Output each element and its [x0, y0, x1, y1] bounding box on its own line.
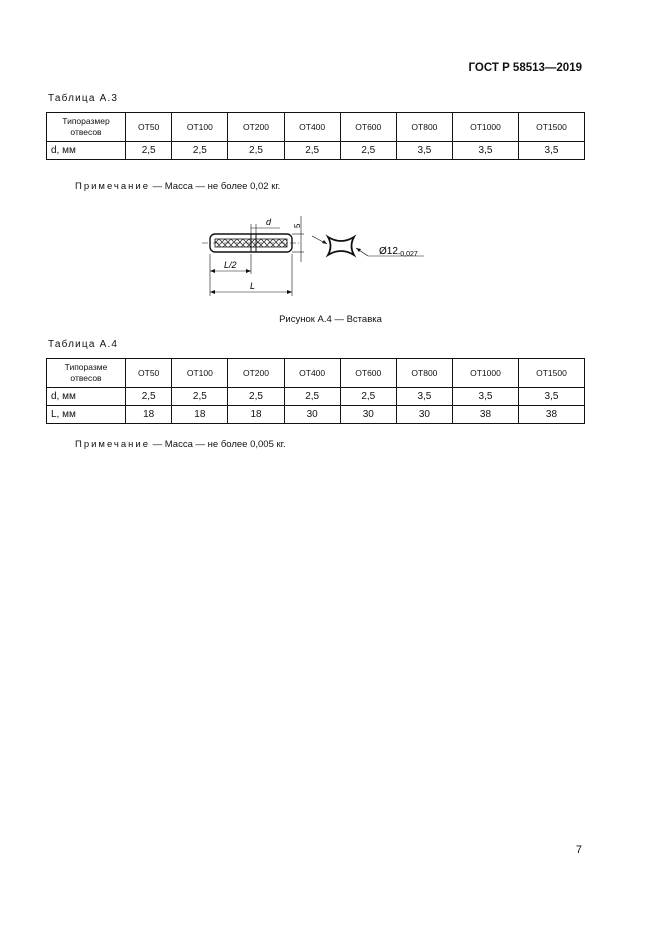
- diameter-value: 12: [386, 246, 398, 257]
- label-half-length: L/2: [224, 260, 237, 270]
- insert-drawing: [198, 212, 438, 300]
- column-header: OT50: [126, 359, 172, 388]
- column-header: OT1500: [518, 113, 584, 142]
- row-label: d, мм: [47, 142, 126, 160]
- label-length: L: [250, 281, 256, 291]
- table-cell: 2,5: [126, 142, 172, 160]
- document-header: ГОСТ Р 58513—2019: [468, 62, 582, 74]
- column-header: OT100: [172, 359, 228, 388]
- column-header: OT800: [396, 113, 452, 142]
- header-label-cell: [47, 359, 126, 388]
- table-a3-caption: Таблица А.3: [48, 93, 119, 104]
- column-header: OT100: [172, 113, 228, 142]
- dimension-5: [292, 216, 304, 262]
- figure-caption: Рисунок А.4 — Вставка: [279, 314, 382, 325]
- column-header: OT400: [284, 113, 340, 142]
- table-a3: [46, 112, 585, 160]
- column-header: OT400: [284, 359, 340, 388]
- column-header: OT600: [340, 359, 396, 388]
- dimension-d: [251, 217, 280, 234]
- note-a3: [75, 181, 280, 192]
- label-d: d: [266, 217, 272, 227]
- table-cell: 3,5: [518, 142, 584, 160]
- table-a4: [46, 358, 585, 424]
- note-a4: [75, 439, 286, 450]
- header-label-line1: Типоразме: [64, 362, 108, 372]
- table-cell: 18: [228, 406, 284, 424]
- table-row: [47, 388, 585, 406]
- table-cell: 2,5: [228, 388, 284, 406]
- row-label: d, мм: [47, 388, 126, 406]
- table-cell: 2,5: [340, 388, 396, 406]
- note-text: — Масса — не более 0,02 кг.: [150, 181, 281, 192]
- column-header: OT200: [228, 113, 284, 142]
- insert-body: [202, 234, 300, 252]
- table-cell: 38: [453, 406, 519, 424]
- header-label-cell: [47, 113, 126, 142]
- table-header-row: [47, 359, 585, 388]
- table-cell: 3,5: [396, 388, 452, 406]
- table-a4-caption: Таблица А.4: [48, 339, 119, 350]
- table-cell: 38: [518, 406, 584, 424]
- table-row: [47, 142, 585, 160]
- diameter-symbol: Ø: [379, 246, 387, 257]
- column-header: OT50: [126, 113, 172, 142]
- table-cell: 2,5: [284, 142, 340, 160]
- column-header: OT1500: [518, 359, 584, 388]
- table-cell: 2,5: [284, 388, 340, 406]
- column-header: OT1000: [453, 113, 519, 142]
- column-header: OT600: [340, 113, 396, 142]
- note-prefix: Примечание: [75, 439, 150, 450]
- table-cell: 30: [396, 406, 452, 424]
- note-text: — Масса — не более 0,005 кг.: [150, 439, 286, 450]
- table-cell: 3,5: [518, 388, 584, 406]
- column-header: OT200: [228, 359, 284, 388]
- diameter-label: [379, 246, 418, 258]
- header-label-line2: отвесов: [70, 127, 102, 137]
- column-header: OT1000: [453, 359, 519, 388]
- table-row: [47, 406, 585, 424]
- table-cell: 3,5: [453, 388, 519, 406]
- table-cell: 30: [340, 406, 396, 424]
- table-cell: 2,5: [172, 388, 228, 406]
- diameter-tolerance: -0,027: [397, 251, 418, 258]
- page-number: 7: [575, 844, 582, 856]
- table-cell: 30: [284, 406, 340, 424]
- insert-cross-section: [312, 236, 424, 258]
- table-cell: 3,5: [396, 142, 452, 160]
- header-label-line1: Типоразмер: [62, 116, 110, 126]
- table-header-row: [47, 113, 585, 142]
- table-cell: 2,5: [172, 142, 228, 160]
- label-5: 5: [293, 223, 302, 228]
- dimension-half-length: [210, 254, 251, 296]
- note-prefix: Примечание: [75, 181, 150, 192]
- header-label-line2: отвесов: [70, 373, 102, 383]
- table-cell: 18: [126, 406, 172, 424]
- table-cell: 2,5: [126, 388, 172, 406]
- row-label: L, мм: [47, 406, 126, 424]
- table-cell: 18: [172, 406, 228, 424]
- table-cell: 2,5: [340, 142, 396, 160]
- table-cell: 3,5: [453, 142, 519, 160]
- column-header: OT800: [396, 359, 452, 388]
- table-cell: 2,5: [228, 142, 284, 160]
